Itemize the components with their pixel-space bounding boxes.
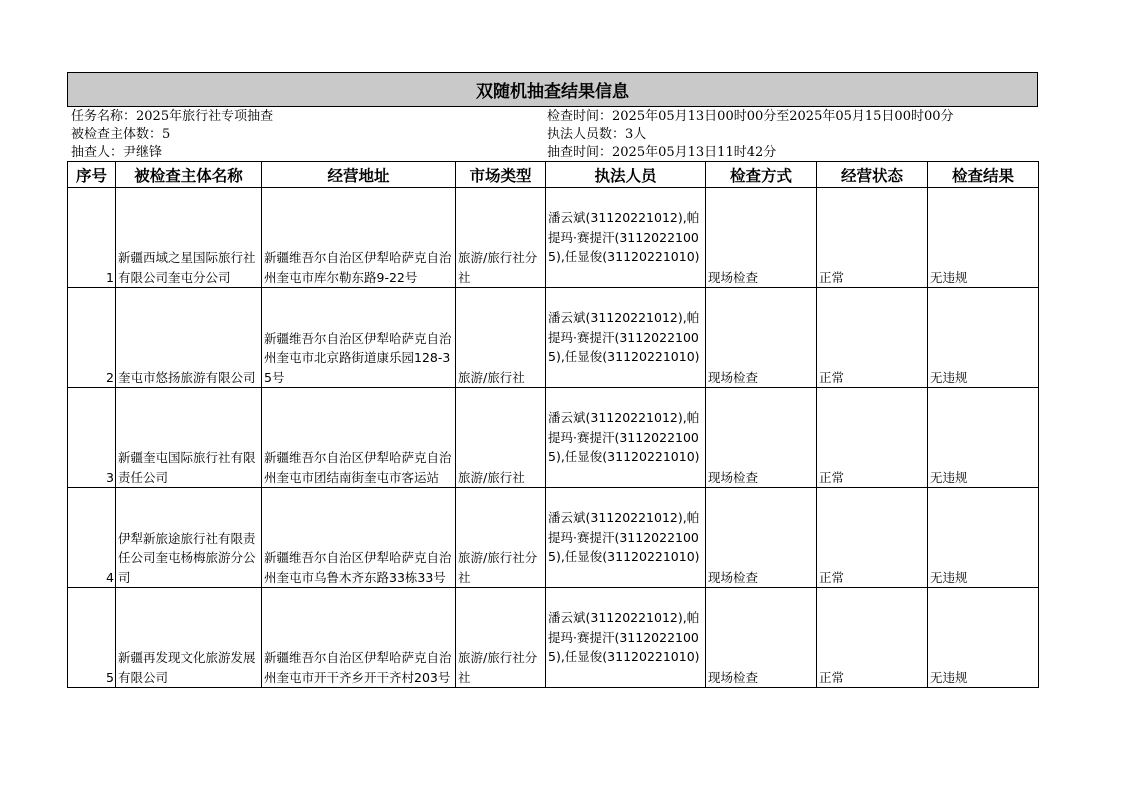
cell-method: 现场检查 — [706, 588, 817, 688]
cell-seq: 2 — [68, 288, 116, 388]
cell-status: 正常 — [817, 388, 928, 488]
cell-result: 无违规 — [928, 588, 1039, 688]
cell-address: 新疆维吾尔自治区伊犁哈萨克自治州奎屯市北京路街道康乐园128-35号 — [262, 288, 456, 388]
col-header-staff: 执法人员 — [546, 162, 706, 188]
task-meta — [67, 107, 1038, 161]
officer-count: 执法人员数：3人 — [547, 127, 647, 142]
cell-status: 正常 — [817, 588, 928, 688]
cell-address: 新疆维吾尔自治区伊犁哈萨克自治州奎屯市库尔勒东路9-22号 — [262, 188, 456, 288]
table-row — [68, 188, 1039, 288]
cell-seq: 1 — [68, 188, 116, 288]
table-row — [68, 288, 1039, 388]
col-header-name: 被检查主体名称 — [116, 162, 262, 188]
cell-result: 无违规 — [928, 388, 1039, 488]
cell-result: 无违规 — [928, 488, 1039, 588]
cell-staff: 潘云斌(31120221012),帕提玛·赛提汗(31120221005),任显俊(31120221010) — [546, 588, 706, 688]
cell-staff: 潘云斌(31120221012),帕提玛·赛提汗(31120221005),任显俊(31120221010) — [546, 488, 706, 588]
col-header-method: 检查方式 — [706, 162, 817, 188]
table-row — [68, 588, 1039, 688]
cell-address: 新疆维吾尔自治区伊犁哈萨克自治州奎屯市开干齐乡开干齐村203号 — [262, 588, 456, 688]
cell-result: 无违规 — [928, 288, 1039, 388]
cell-seq: 3 — [68, 388, 116, 488]
cell-staff: 潘云斌(31120221012),帕提玛·赛提汗(31120221005),任显俊(31120221010) — [546, 288, 706, 388]
cell-status: 正常 — [817, 188, 928, 288]
cell-name: 新疆再发现文化旅游发展有限公司 — [116, 588, 262, 688]
table-row — [68, 388, 1039, 488]
col-header-address: 经营地址 — [262, 162, 456, 188]
cell-staff: 潘云斌(31120221012),帕提玛·赛提汗(31120221005),任显俊(31120221010) — [546, 388, 706, 488]
sample-time: 抽查时间：2025年05月13日11时42分 — [547, 145, 777, 160]
cell-staff: 潘云斌(31120221012),帕提玛·赛提汗(31120221005),任显俊(31120221010) — [546, 188, 706, 288]
cell-method: 现场检查 — [706, 488, 817, 588]
sampler: 抽查人：尹继锋 — [71, 145, 163, 160]
cell-method: 现场检查 — [706, 288, 817, 388]
cell-seq: 4 — [68, 488, 116, 588]
cell-market: 旅游/旅行社 — [456, 388, 546, 488]
cell-result: 无违规 — [928, 188, 1039, 288]
cell-market: 旅游/旅行社分社 — [456, 488, 546, 588]
results-table — [67, 161, 1039, 688]
cell-seq: 5 — [68, 588, 116, 688]
cell-market: 旅游/旅行社分社 — [456, 188, 546, 288]
cell-market: 旅游/旅行社 — [456, 288, 546, 388]
cell-status: 正常 — [817, 288, 928, 388]
cell-address: 新疆维吾尔自治区伊犁哈萨克自治州奎屯市团结南街奎屯市客运站 — [262, 388, 456, 488]
cell-name: 伊犁新旅途旅行社有限责任公司奎屯杨梅旅游分公司 — [116, 488, 262, 588]
cell-status: 正常 — [817, 488, 928, 588]
header-row — [68, 162, 1039, 188]
inspect-period: 检查时间：2025年05月13日00时00分至2025年05月15日00时00分 — [547, 109, 954, 124]
table-row — [68, 488, 1039, 588]
col-header-market: 市场类型 — [456, 162, 546, 188]
cell-name: 新疆西域之星国际旅行社有限公司奎屯分公司 — [116, 188, 262, 288]
col-header-seq: 序号 — [68, 162, 116, 188]
col-header-status: 经营状态 — [817, 162, 928, 188]
col-header-result: 检查结果 — [928, 162, 1039, 188]
cell-market: 旅游/旅行社分社 — [456, 588, 546, 688]
cell-address: 新疆维吾尔自治区伊犁哈萨克自治州奎屯市乌鲁木齐东路33栋33号 — [262, 488, 456, 588]
subject-count: 被检查主体数：5 — [71, 127, 171, 142]
task-name: 任务名称：2025年旅行社专项抽查 — [71, 109, 274, 124]
cell-name: 新疆奎屯国际旅行社有限责任公司 — [116, 388, 262, 488]
cell-name: 奎屯市悠扬旅游有限公司 — [116, 288, 262, 388]
cell-method: 现场检查 — [706, 188, 817, 288]
results-sheet — [67, 72, 1038, 688]
page-title: 双随机抽查结果信息 — [67, 72, 1038, 107]
cell-method: 现场检查 — [706, 388, 817, 488]
